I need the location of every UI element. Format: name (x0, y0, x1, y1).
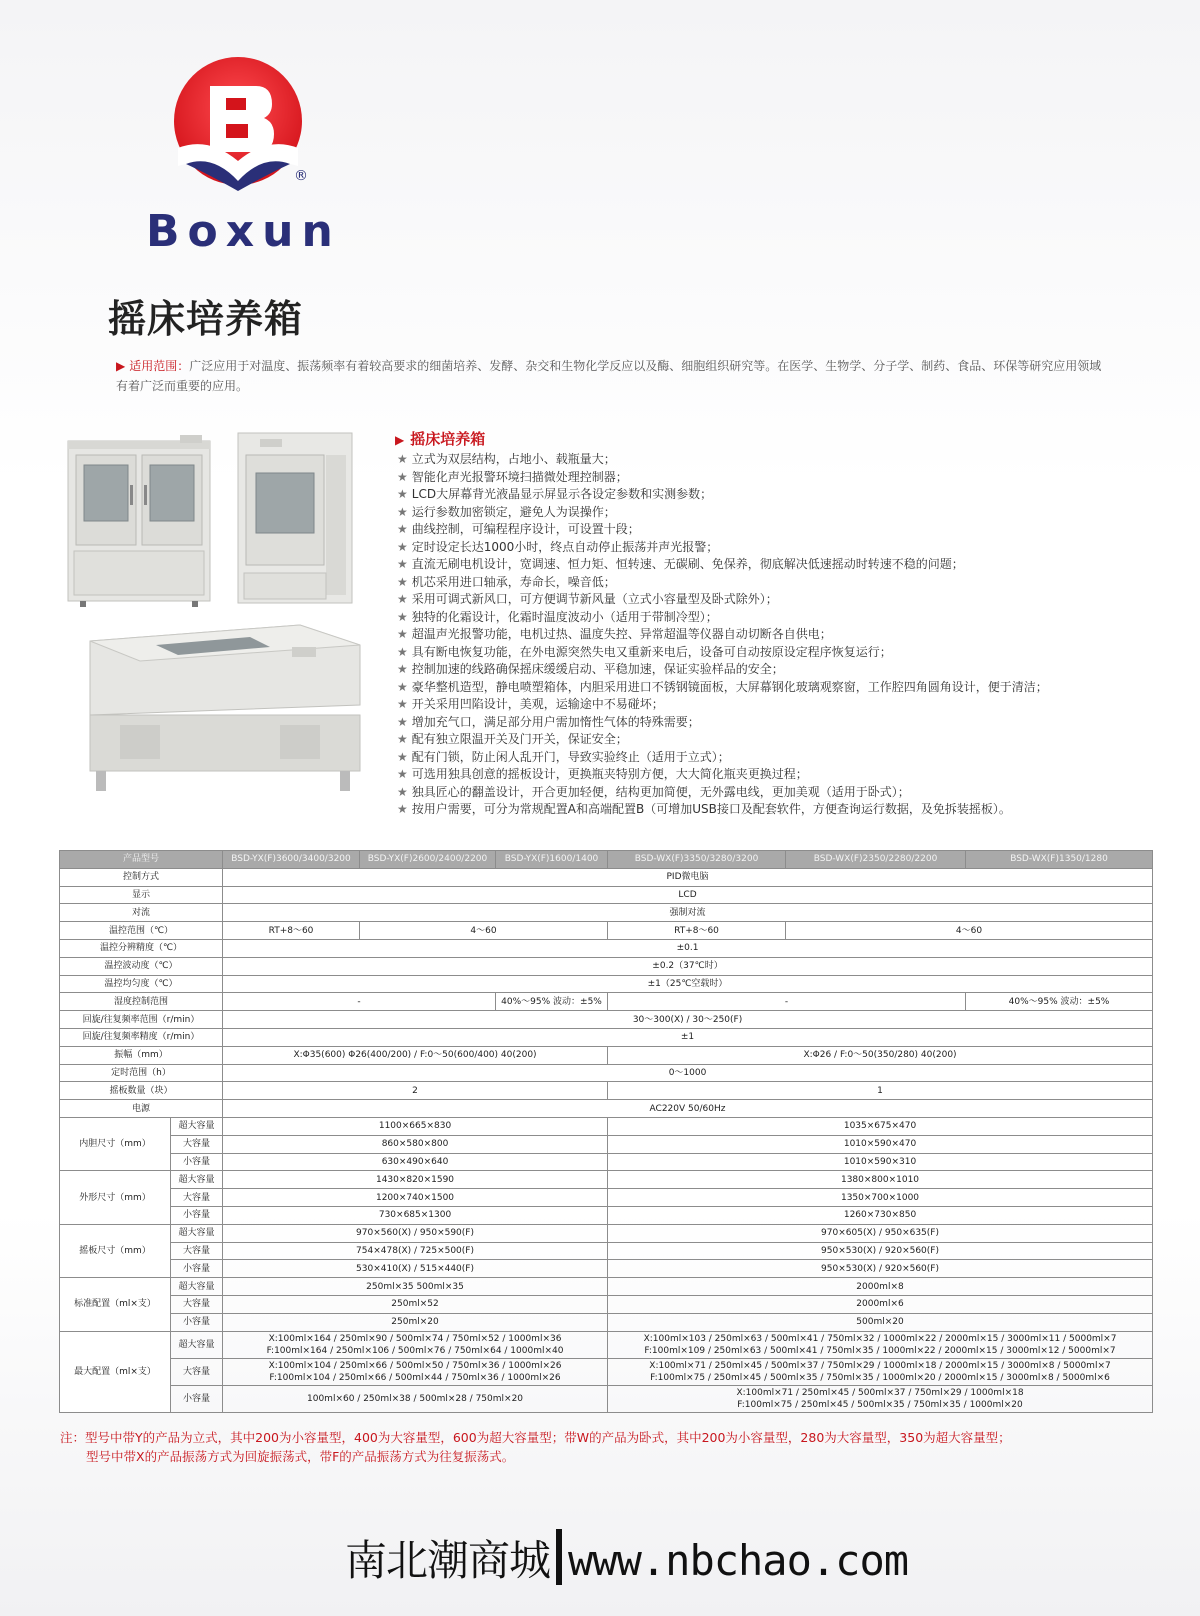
table-row (60, 1064, 1153, 1082)
brand-name: Boxun (146, 206, 341, 257)
feature-text: 开关采用凹陷设计，美观，运输途中不易碰坏； (411, 697, 664, 711)
feature-text: 运行参数加密锁定，避免人为误操作； (411, 504, 616, 519)
cell-line: F:100ml×164 / 250ml×106 / 500ml×76 / 750ml×64 / 1000ml×40 (266, 1345, 564, 1356)
row-label: 对流 (60, 904, 223, 922)
table-header-row (60, 851, 1153, 869)
sub-label: 大容量 (171, 1189, 223, 1207)
table-row (60, 1046, 1153, 1064)
sub-label: 超大容量 (171, 1224, 223, 1242)
table-row (60, 1153, 1153, 1171)
table-row (60, 975, 1153, 993)
cell-value (608, 1385, 1153, 1412)
cell-value: 1010×590×310 (608, 1153, 1153, 1171)
feature-text: 按用户需要，可分为常规配置A和高端配置B（可增加USB接口及配套软件，方便查询运行数据，及免拆装摇板）。 (411, 802, 1011, 816)
watermark-cn: 南北潮商城 (345, 1536, 551, 1585)
feature-text: 智能化声光报警环境扫描微处理控制器； (411, 469, 628, 484)
cell-line: F:100ml×104 / 250ml×66 / 500ml×44 / 750ml×36 / 1000ml×26 (269, 1372, 561, 1383)
model-header: BSD-YX(F)1600/1400 (496, 851, 608, 869)
cell-value: 1200×740×1500 (223, 1189, 608, 1207)
cell-line: X:100ml×71 / 250ml×45 / 500ml×37 / 750ml×29 / 1000ml×18 / 2000ml×15 / 3000ml×8 / 5000ml×7 (649, 1360, 1111, 1371)
feature-text: 控制加速的线路确保摇床缓缓启动、平稳加速，保证实验样品的安全； (411, 662, 784, 676)
cell-value: 630×490×640 (223, 1153, 608, 1171)
row-label: 回旋/往复频率范围（r/min） (60, 1011, 223, 1029)
horizontal-incubator-image (90, 625, 360, 791)
model-header: BSD-YX(F)3600/3400/3200 (223, 851, 360, 869)
feature-text: 采用可调式新风口，可方便调节新风量（立式小容量型及卧式除外）； (411, 592, 778, 606)
star-icon: ★ (397, 802, 408, 816)
cell-line: 100ml×60 / 250ml×38 / 500ml×28 / 750ml×20 (307, 1393, 524, 1404)
star-icon: ★ (397, 627, 408, 641)
cell-value: 1350×700×1000 (608, 1189, 1153, 1207)
cell-value: 500ml×20 (608, 1313, 1153, 1331)
cell-value: 1430×820×1590 (223, 1171, 608, 1189)
feature-item (395, 556, 1155, 574)
cell-line: F:100ml×75 / 250ml×45 / 500ml×35 / 750ml×35 / 1000ml×20 / 2000ml×15 / 3000ml×8 / 5000ml×6 (650, 1372, 1110, 1383)
feature-text: 直流无刷电机设计，宽调速、恒力矩、恒转速、无碳刷、免保养，彻底解决低速摇动时转速不稳的问题； (411, 557, 964, 571)
group-label: 内胆尺寸（mm） (60, 1117, 171, 1170)
cell-value: ±1 (223, 1028, 1153, 1046)
feature-text: 增加充气口，满足部分用户需加惰性气体的特殊需要； (411, 714, 700, 729)
table-row (60, 1135, 1153, 1153)
row-label: 温控范围（℃） (60, 922, 223, 940)
cell-value (223, 1385, 608, 1412)
cell-value (608, 1331, 1153, 1358)
feature-item (395, 731, 1155, 749)
cell-value: 250ml×52 (223, 1295, 608, 1313)
cell-line: F:100ml×109 / 250ml×63 / 500ml×41 / 750ml×35 / 1000ml×22 / 2000ml×15 / 3000ml×12 / 5000ml×7 (644, 1345, 1116, 1356)
cell-value: AC220V 50/60Hz (223, 1100, 1153, 1118)
table-row (60, 886, 1153, 904)
feature-item (395, 644, 1155, 662)
star-icon: ★ (397, 784, 408, 799)
footnote-line: 型号中带X的产品振荡方式为回旋振荡式，带F的产品振荡方式为往复振荡式。 (86, 1449, 515, 1464)
table-row (60, 1260, 1153, 1278)
feature-text: 豪华整机造型，静电喷塑箱体，内胆采用进口不锈钢镜面板，大屏幕钢化玻璃观察窗，工作腔四角圆角设计，便于清洁； (411, 679, 1048, 694)
cell-value: 1035×675×470 (608, 1117, 1153, 1135)
feature-text: LCD大屏幕背光液晶显示屏显示各设定参数和实测参数； (411, 487, 713, 501)
cell-value: X:Φ26 / F:0～50(350/280) 40(200) (608, 1046, 1153, 1064)
row-label: 控制方式 (60, 868, 223, 886)
cell-value: ±0.2（37℃时） (223, 957, 1153, 975)
cell-value: LCD (223, 886, 1153, 904)
star-icon: ★ (397, 679, 408, 694)
brand-logo (138, 56, 358, 256)
cell-line: F:100ml×75 / 250ml×45 / 500ml×35 / 750ml×35 / 1000ml×20 (737, 1399, 1023, 1410)
cell-line: X:100ml×103 / 250ml×63 / 500ml×41 / 750ml×32 / 1000ml×22 / 2000ml×15 / 3000ml×11 / 5000ml×7 (643, 1333, 1117, 1344)
table-row (60, 1011, 1153, 1029)
vertical-incubator-large-image (68, 435, 210, 607)
feature-text: 配有独立限温开关及门开关，保证安全； (411, 732, 628, 746)
footnote (60, 1428, 1160, 1466)
feature-text: 定时设定长达1000小时，终点自动停止振荡并声光报警； (411, 539, 719, 554)
table-row (60, 1028, 1153, 1046)
sub-label: 大容量 (171, 1358, 223, 1385)
table-row (60, 1242, 1153, 1260)
table-row (60, 904, 1153, 922)
table-row (60, 868, 1153, 886)
table-row (60, 1385, 1153, 1412)
page-title: 摇床培养箱 (108, 296, 304, 341)
sub-label: 超大容量 (171, 1331, 223, 1358)
cell-value: 2000ml×6 (608, 1295, 1153, 1313)
cell-value: 250ml×35 500ml×35 (223, 1278, 608, 1296)
sub-label: 大容量 (171, 1295, 223, 1313)
feature-text: 具有断电恢复功能，在外电源突然失电又重新来电后，设备可自动按原设定程序恢复运行； (411, 644, 892, 659)
model-header: BSD-YX(F)2600/2400/2200 (360, 851, 496, 869)
model-header: BSD-WX(F)2350/2280/2200 (786, 851, 966, 869)
feature-item (395, 749, 1155, 767)
star-icon: ★ (397, 574, 408, 589)
cell-value: 40%～95% 波动：±5% (966, 993, 1153, 1011)
row-label: 定时范围（h） (60, 1064, 223, 1082)
product-photos (60, 425, 370, 820)
feature-item (395, 469, 1155, 487)
table-row (60, 1278, 1153, 1296)
intro-paragraph (116, 356, 1106, 396)
row-label: 摇板数量（块） (60, 1082, 223, 1100)
cell-line: X:100ml×164 / 250ml×90 / 500ml×74 / 750ml×52 / 1000ml×36 (268, 1333, 562, 1344)
cell-value: 2 (223, 1082, 608, 1100)
feature-item (395, 609, 1155, 627)
vertical-incubator-small-image (238, 433, 352, 603)
row-label: 温控分辨精度（℃） (60, 939, 223, 957)
watermark-divider (556, 1529, 562, 1585)
row-label: 温控波动度（℃） (60, 957, 223, 975)
star-icon: ★ (397, 469, 408, 484)
table-row (60, 1117, 1153, 1135)
feature-item (395, 714, 1155, 732)
sub-label: 小容量 (171, 1260, 223, 1278)
cell-value: 950×530(X) / 920×560(F) (608, 1242, 1153, 1260)
features-section (395, 428, 1155, 819)
cell-value (608, 1358, 1153, 1385)
row-label: 振幅（mm） (60, 1046, 223, 1064)
cell-value: ±0.1 (223, 939, 1153, 957)
cell-line: X:100ml×104 / 250ml×66 / 500ml×50 / 750ml×36 / 1000ml×26 (268, 1360, 562, 1371)
boxun-logo-mark (168, 56, 308, 196)
features-list (395, 451, 1155, 819)
table-row (60, 1313, 1153, 1331)
cell-value: 强制对流 (223, 904, 1153, 922)
table-row (60, 1100, 1153, 1118)
cell-value: ±1（25℃空载时） (223, 975, 1153, 993)
cell-value (223, 1331, 608, 1358)
table-row (60, 993, 1153, 1011)
cell-value: - (608, 993, 966, 1011)
sub-label: 大容量 (171, 1135, 223, 1153)
feature-text: 曲线控制，可编程程序设计，可设置十段； (411, 522, 640, 536)
feature-item (395, 784, 1155, 802)
feature-item (395, 591, 1155, 609)
table-row (60, 1189, 1153, 1207)
cell-value: 250ml×20 (223, 1313, 608, 1331)
feature-item (395, 801, 1155, 819)
feature-text: 独特的化霜设计，化霜时温度波动小（适用于带制冷型）； (411, 609, 718, 624)
cell-value: RT+8～60 (608, 922, 786, 940)
feature-item (395, 766, 1155, 784)
sub-label: 超大容量 (171, 1117, 223, 1135)
star-icon: ★ (397, 732, 408, 746)
cell-value: 754×478(X) / 725×500(F) (223, 1242, 608, 1260)
sub-label: 小容量 (171, 1313, 223, 1331)
row-label: 回旋/往复频率精度（r/min） (60, 1028, 223, 1046)
cell-value: - (223, 993, 496, 1011)
star-icon: ★ (397, 697, 408, 711)
table-row (60, 1206, 1153, 1224)
spec-table (59, 850, 1153, 1413)
model-header: BSD-WX(F)1350/1280 (966, 851, 1153, 869)
feature-item (395, 486, 1155, 504)
sub-label: 小容量 (171, 1206, 223, 1224)
cell-value: X:Φ35(600) Φ26(400/200) / F:0～50(600/400) 40(200) (223, 1046, 608, 1064)
star-icon: ★ (397, 504, 408, 519)
arrow-right-icon: ▶ (395, 433, 405, 447)
table-row (60, 1171, 1153, 1189)
feature-item (395, 679, 1155, 697)
cell-value: PID微电脑 (223, 868, 1153, 886)
feature-item (395, 574, 1155, 592)
table-row (60, 1224, 1153, 1242)
star-icon: ★ (397, 714, 408, 729)
star-icon: ★ (397, 592, 408, 606)
arrow-right-icon: ▶ (116, 359, 126, 373)
watermark-url: www.nbchao.com (568, 1536, 909, 1585)
features-title (395, 428, 1155, 449)
cell-value: 970×605(X) / 950×635(F) (608, 1224, 1153, 1242)
cell-value: 4～60 (360, 922, 608, 940)
group-label: 标准配置（ml×支） (60, 1278, 171, 1331)
cell-value: 0～1000 (223, 1064, 1153, 1082)
feature-text: 超温声光报警功能，电机过热、温度失控、异常超温等仪器自动切断各自供电； (411, 627, 832, 641)
cell-value: 970×560(X) / 950×590(F) (223, 1224, 608, 1242)
sub-label: 超大容量 (171, 1278, 223, 1296)
row-label: 显示 (60, 886, 223, 904)
table-row (60, 1358, 1153, 1385)
star-icon: ★ (397, 557, 408, 571)
cell-value: 30～300(X) / 30～250(F) (223, 1011, 1153, 1029)
cell-value: 530×410(X) / 515×440(F) (223, 1260, 608, 1278)
row-label: 电源 (60, 1100, 223, 1118)
sub-label: 小容量 (171, 1385, 223, 1412)
header-label: 产品型号 (60, 851, 223, 869)
cell-value: 1260×730×850 (608, 1206, 1153, 1224)
features-title-text: 摇床培养箱 (410, 430, 486, 448)
intro-text: 广泛应用于对温度、振荡频率有着较高要求的细菌培养、发酵、杂交和生物化学反应以及酶、细胞组织研究等。在医学、生物学、分子学、制药、食品、环保等研究应用领域有着广泛而重要的应用。 (116, 359, 1102, 393)
group-label: 摇板尺寸（mm） (60, 1224, 171, 1277)
feature-text: 独具匠心的翻盖设计，开合更加轻便，结构更加简便，无外露电线，更加美观（适用于卧式）； (411, 784, 910, 799)
cell-value: 1380×800×1010 (608, 1171, 1153, 1189)
cell-value: 2000ml×8 (608, 1278, 1153, 1296)
feature-item (395, 539, 1155, 557)
row-label: 温控均匀度（℃） (60, 975, 223, 993)
sub-label: 小容量 (171, 1153, 223, 1171)
sub-label: 大容量 (171, 1242, 223, 1260)
cell-value: RT+8～60 (223, 922, 360, 940)
cell-value: 950×530(X) / 920×560(F) (608, 1260, 1153, 1278)
group-label: 最大配置（ml×支） (60, 1331, 171, 1412)
star-icon: ★ (397, 539, 408, 554)
cell-value: 40%～95% 波动：±5% (496, 993, 608, 1011)
feature-item (395, 504, 1155, 522)
group-label: 外形尺寸（mm） (60, 1171, 171, 1224)
cell-value: 1010×590×470 (608, 1135, 1153, 1153)
feature-item (395, 521, 1155, 539)
intro-label: 适用范围： (129, 359, 190, 373)
feature-text: 机芯采用进口轴承，寿命长，噪音低； (411, 574, 616, 589)
model-header: BSD-WX(F)3350/3280/3200 (608, 851, 786, 869)
star-icon: ★ (397, 644, 408, 659)
table-row (60, 922, 1153, 940)
star-icon: ★ (397, 609, 408, 624)
star-icon: ★ (397, 487, 408, 501)
star-icon: ★ (397, 767, 408, 781)
feature-text: 立式为双层结构，占地小、载瓶量大； (411, 452, 616, 466)
feature-item (395, 626, 1155, 644)
star-icon: ★ (397, 452, 408, 466)
sub-label: 超大容量 (171, 1171, 223, 1189)
feature-item (395, 451, 1155, 469)
feature-item (395, 696, 1155, 714)
cell-value: 4～60 (786, 922, 1153, 940)
row-label: 湿度控制范围 (60, 993, 223, 1011)
table-row (60, 1082, 1153, 1100)
feature-text: 可选用独具创意的摇板设计，更换瓶夹特别方便，大大简化瓶夹更换过程； (411, 767, 808, 781)
cell-value: 730×685×1300 (223, 1206, 608, 1224)
table-row (60, 957, 1153, 975)
watermark (345, 1528, 908, 1588)
table-row (60, 1295, 1153, 1313)
feature-text: 配有门锁，防止闲人乱开门，导致实验终止（适用于立式）； (411, 749, 730, 764)
cell-value: 860×580×800 (223, 1135, 608, 1153)
star-icon: ★ (397, 662, 408, 676)
table-row (60, 939, 1153, 957)
footnote-line: 注：型号中带Y的产品为立式，其中200为小容量型，400为大容量型，600为超大容量型；带W的产品为卧式，其中200为小容量型，280为大容量型，350为超大容量型； (60, 1430, 1011, 1445)
cell-value: 1 (608, 1082, 1153, 1100)
star-icon: ★ (397, 749, 408, 764)
cell-line: X:100ml×71 / 250ml×45 / 500ml×37 / 750ml×29 / 1000ml×18 (736, 1387, 1024, 1398)
cell-value (223, 1358, 608, 1385)
feature-item (395, 661, 1155, 679)
registered-mark: ® (294, 168, 308, 184)
table-row (60, 1331, 1153, 1358)
star-icon: ★ (397, 522, 408, 536)
cell-value: 1100×665×830 (223, 1117, 608, 1135)
